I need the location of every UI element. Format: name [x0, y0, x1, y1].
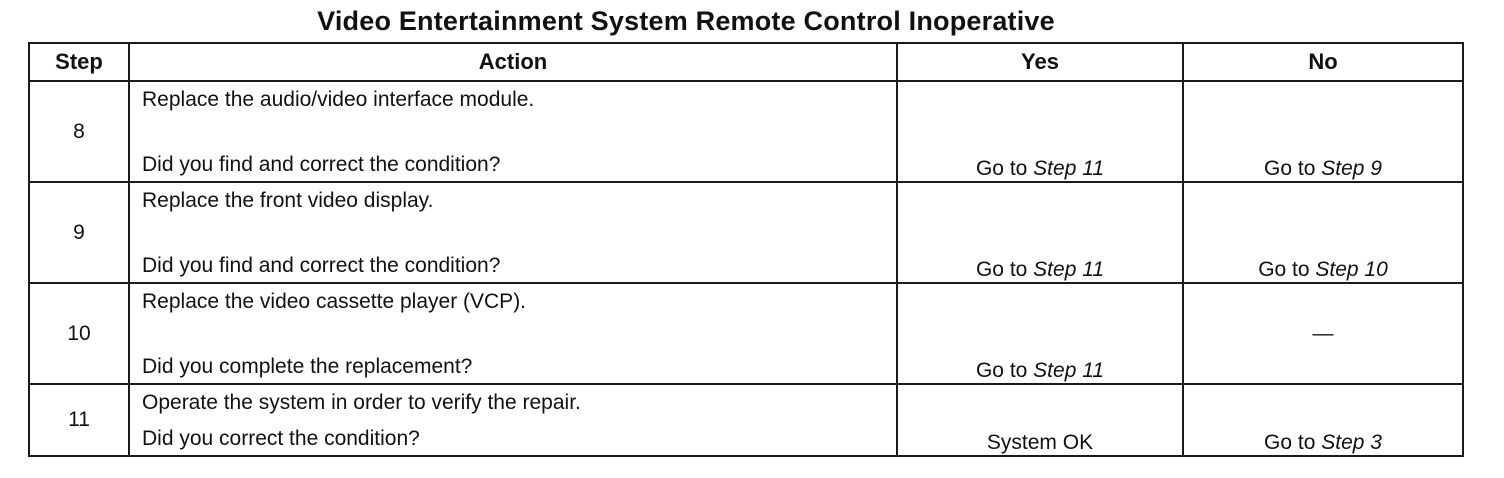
yes-result — [897, 81, 1183, 182]
header-no: No — [1183, 43, 1463, 81]
action-cell — [129, 283, 897, 384]
action-instruction: Operate the system in order to verify the repair. — [142, 391, 581, 414]
no-result — [1183, 384, 1463, 456]
no-step-link: Step 9 — [1321, 157, 1382, 180]
action-question: Did you find and correct the condition? — [142, 153, 501, 176]
no-result — [1183, 283, 1463, 384]
step-number: 11 — [29, 384, 129, 456]
action-cell — [129, 384, 897, 456]
document-title: Video Entertainment System Remote Control Inoperative — [317, 6, 1055, 36]
table-row — [29, 283, 1463, 384]
step-number: 8 — [29, 81, 129, 182]
no-result — [1183, 81, 1463, 182]
header-row — [29, 43, 1463, 81]
no-step-link: Step 10 — [1315, 258, 1388, 281]
action-question: Did you correct the condition? — [142, 427, 420, 450]
header-step: Step — [29, 43, 129, 81]
yes-prefix: Go to — [975, 258, 1034, 281]
not-applicable-dash: — — [1312, 321, 1334, 345]
diagnostic-table — [28, 42, 1464, 457]
yes-result — [897, 384, 1183, 456]
no-prefix: Go to — [1258, 258, 1316, 281]
yes-prefix: Go to — [975, 157, 1034, 180]
yes-prefix: Go to — [975, 359, 1034, 382]
action-instruction: Replace the video cassette player (VCP). — [142, 290, 527, 313]
action-instruction: Replace the front video display. — [142, 189, 434, 212]
yes-result — [897, 283, 1183, 384]
action-cell — [129, 182, 897, 283]
header-yes: Yes — [897, 43, 1183, 81]
action-question: Did you complete the replacement? — [142, 355, 473, 378]
no-result — [1183, 182, 1463, 283]
no-step-link: Step 3 — [1321, 431, 1382, 454]
yes-value: System OK — [986, 431, 1094, 454]
yes-step-link: Step 11 — [1033, 258, 1105, 281]
step-number: 10 — [29, 283, 129, 384]
header-action: Action — [129, 43, 897, 81]
yes-step-link: Step 11 — [1033, 157, 1105, 180]
table-row — [29, 182, 1463, 283]
action-cell — [129, 81, 897, 182]
no-prefix: Go to — [1264, 431, 1322, 454]
action-instruction: Replace the audio/video interface module. — [142, 88, 535, 111]
table-row — [29, 384, 1463, 456]
table-row — [29, 81, 1463, 182]
step-number: 9 — [29, 182, 129, 283]
no-prefix: Go to — [1264, 157, 1322, 180]
yes-result — [897, 182, 1183, 283]
action-question: Did you find and correct the condition? — [142, 254, 501, 277]
yes-step-link: Step 11 — [1033, 359, 1105, 382]
